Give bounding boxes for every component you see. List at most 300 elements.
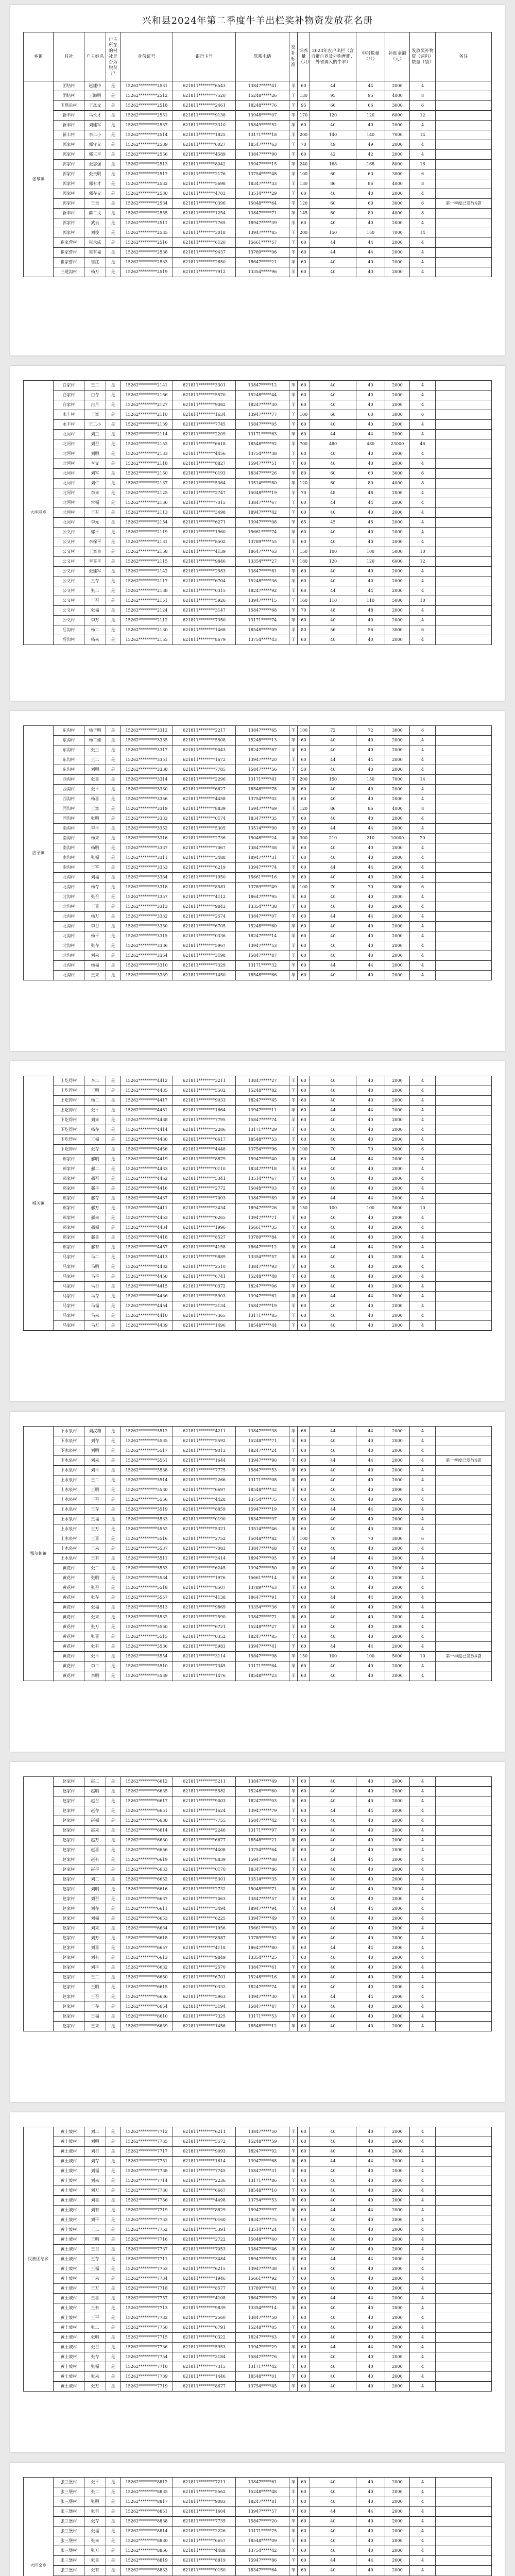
table-cell: 18647*****80 — [236, 1943, 289, 1953]
table-cell: 羊 — [289, 1272, 298, 1282]
table-cell: 4 — [410, 1485, 436, 1495]
table-cell: 羊 — [289, 755, 298, 765]
table-cell: 5000 — [385, 1204, 410, 1213]
document-page — [10, 1061, 505, 1401]
table-cell: 4 — [410, 2536, 436, 2546]
table-cell: 40 — [310, 2478, 356, 2487]
table-cell: 2000 — [385, 1456, 410, 1466]
table-cell: 44 — [310, 238, 356, 248]
table-cell: 刘存 — [84, 2157, 106, 2166]
table-cell: 4 — [410, 2556, 436, 2566]
table-cell — [436, 1184, 492, 1194]
table-cell: 7000 — [385, 775, 410, 785]
table-cell — [436, 1826, 492, 1836]
table-cell — [436, 814, 492, 824]
table-cell: 上水泉村 — [54, 1515, 84, 1524]
table-cell: 15262*********2127 — [121, 400, 173, 410]
table-cell: 13754*****48 — [236, 170, 289, 179]
table-cell — [436, 1777, 492, 1787]
table-cell: 40 — [310, 1446, 356, 1456]
table-cell: 郝存 — [84, 1194, 106, 1204]
table-cell: 40 — [356, 2536, 385, 2546]
table-cell: 是 — [106, 121, 121, 130]
table-cell: 18347*****86 — [236, 1865, 289, 1875]
table-cell: 40 — [310, 2372, 356, 2382]
table-cell: 郝家村 — [54, 1174, 84, 1184]
table-cell — [436, 2517, 492, 2527]
table-cell: 621811********6791 — [173, 2323, 236, 2333]
table-cell: 赵家村 — [54, 1777, 84, 1787]
table-cell: 是 — [106, 1115, 121, 1125]
table-cell: 是 — [106, 248, 121, 258]
table-cell: 郝家村 — [54, 1155, 84, 1164]
table-cell — [436, 2478, 492, 2487]
table-cell: 60 — [298, 2127, 310, 2137]
table-cell: 4 — [410, 2566, 436, 2575]
table-cell: 621811********7775 — [173, 1466, 236, 1476]
table-cell: 黄土坡村 — [54, 2127, 84, 2137]
table-cell: 621811********2286 — [173, 1125, 236, 1135]
table-cell: 羊 — [289, 1992, 298, 2002]
table-cell: 40 — [310, 2166, 356, 2176]
table-cell: 40 — [310, 267, 356, 277]
table-cell: 40 — [356, 2264, 385, 2274]
table-cell: 621811********3114 — [173, 1652, 236, 1662]
table-cell: 15661*****92 — [236, 2274, 289, 2284]
table-cell: 4 — [410, 488, 436, 498]
table-cell: 15262*********4454 — [121, 1301, 173, 1311]
table-cell: 44 — [356, 961, 385, 971]
table-cell: 南沟村 — [54, 824, 84, 834]
table-cell: 15262*********5537 — [121, 1544, 173, 1554]
table-cell: 公义村 — [54, 586, 84, 596]
table-row — [24, 2382, 492, 2392]
table-cell: 44 — [310, 2255, 356, 2264]
table-cell: 4 — [410, 1524, 436, 1534]
table-cell: 是 — [106, 1311, 121, 1321]
table-cell: 15262*********4416 — [121, 1184, 173, 1194]
table-cell: 是 — [106, 1973, 121, 1982]
table-cell: 4 — [410, 2478, 436, 2487]
table-cell: 60 — [298, 912, 310, 922]
table-cell: 2000 — [385, 1115, 410, 1125]
table-cell: 40 — [356, 2274, 385, 2284]
table-cell: 621811********2510 — [173, 1262, 236, 1272]
table-cell: 60 — [298, 420, 310, 430]
table-cell: 6 — [410, 199, 436, 209]
table-cell: 马二 — [84, 1252, 106, 1262]
table-cell: 4 — [410, 755, 436, 765]
table-cell: 70 — [356, 1145, 385, 1155]
table-cell: 是 — [106, 1534, 121, 1544]
table-cell: 郭存义 — [84, 189, 106, 199]
table-cell: 40 — [356, 1076, 385, 1086]
table-cell: 66 — [356, 101, 385, 111]
table-cell: 18647*****91 — [236, 1593, 289, 1603]
table-row — [24, 2166, 492, 2176]
table-cell: 4 — [410, 1495, 436, 1505]
table-cell: 2000 — [385, 1953, 410, 1963]
table-cell: 是 — [106, 596, 121, 606]
table-cell: 44 — [310, 1505, 356, 1515]
table-cell: 15262*********7757 — [121, 2294, 173, 2303]
table-cell: 15262*********2115 — [121, 557, 173, 567]
table-cell: 621811********3310 — [173, 121, 236, 130]
table-cell: 13947*****85 — [236, 228, 289, 238]
table-cell: 40 — [310, 1184, 356, 1194]
table-cell: 40 — [356, 1797, 385, 1806]
table-cell: 是 — [106, 1671, 121, 1681]
table-cell: 15262*********2519 — [121, 267, 173, 277]
table-cell: 60 — [356, 199, 385, 209]
table-cell: 13847*****58 — [236, 843, 289, 853]
table-cell: 赵家村 — [54, 1806, 84, 1816]
table-cell: 2000 — [385, 2382, 410, 2392]
table-cell: 40 — [310, 2215, 356, 2225]
table-cell: 40 — [356, 2186, 385, 2196]
table-cell: 张喜 — [84, 1632, 106, 1642]
table-cell: 15262*********4457 — [121, 1243, 173, 1252]
table-cell: 4 — [410, 2196, 436, 2206]
table-row — [24, 1777, 492, 1787]
table-cell: 4 — [410, 1115, 436, 1125]
table-cell: 马家村 — [54, 1272, 84, 1282]
table-cell: 40 — [356, 1125, 385, 1135]
table-cell: 刘来 — [84, 1115, 106, 1125]
table-cell: 黄花村 — [54, 1564, 84, 1573]
table-cell: 张明 — [84, 2333, 106, 2343]
table-cell: 60 — [298, 400, 310, 410]
table-cell: 13354*****25 — [236, 1953, 289, 1963]
table-cell: 13514*****35 — [236, 1875, 289, 1885]
table-cell: 王来 — [84, 1544, 106, 1554]
table-cell — [436, 1875, 492, 1885]
table-cell: 4 — [410, 1544, 436, 1554]
table-cell: 张三堡村 — [54, 2527, 84, 2536]
table-cell — [436, 1671, 492, 1681]
table-cell: 是 — [106, 2176, 121, 2186]
table-cell: 621811********4428 — [173, 1495, 236, 1505]
table-cell — [436, 726, 492, 736]
table-cell — [436, 469, 492, 479]
table-cell: 郝召 — [84, 1174, 106, 1184]
table-cell: 15262*********6637 — [121, 1894, 173, 1904]
table-cell: 621811********5926 — [173, 596, 236, 606]
table-cell: 羊 — [289, 2527, 298, 2536]
table-cell: 60 — [298, 843, 310, 853]
table-cell: 40 — [310, 1836, 356, 1845]
table-cell: 40 — [356, 1135, 385, 1145]
table-cell: 621811********1825 — [173, 130, 236, 140]
document-page — [10, 2112, 505, 2452]
table-cell: 60 — [298, 1973, 310, 1982]
table-cell: 621811********7795 — [173, 1115, 236, 1125]
table-cell: 40 — [356, 1924, 385, 1934]
table-cell: 新丰村 — [54, 209, 84, 218]
table-cell: 张三堡村 — [54, 2546, 84, 2556]
table-cell: 70 — [310, 1534, 356, 1544]
table-cell: 2000 — [385, 140, 410, 150]
table-cell: 15661*****03 — [236, 1924, 289, 1934]
table-cell: 羊 — [289, 2536, 298, 2546]
table-cell: 刘来 — [84, 1456, 106, 1466]
table-cell: 60 — [298, 2323, 310, 2333]
table-cell: 北河村 — [54, 459, 84, 469]
table-cell: 2000 — [385, 586, 410, 596]
table-cell: 黄土坡村 — [54, 2176, 84, 2186]
table-cell: 6 — [410, 726, 436, 736]
table-row — [24, 1914, 492, 1924]
table-cell — [436, 2497, 492, 2507]
table-cell: 4 — [410, 1515, 436, 1524]
table-cell: 是 — [106, 2206, 121, 2215]
table-cell: 40 — [356, 1583, 385, 1593]
table-cell: 是 — [106, 2235, 121, 2245]
table-row — [24, 101, 492, 111]
table-cell: 40 — [356, 1311, 385, 1321]
table-row — [24, 625, 492, 635]
table-cell: 4 — [410, 1826, 436, 1836]
column-header: 补贴金额（元） — [385, 32, 410, 81]
table-cell: 2000 — [385, 2343, 410, 2352]
table-cell: 40 — [356, 1466, 385, 1476]
table-cell: 40 — [310, 1865, 356, 1875]
table-cell: 44 — [356, 1456, 385, 1466]
table-cell: 15262*********7719 — [121, 2206, 173, 2215]
table-cell: 15262*********2118 — [121, 459, 173, 469]
table-cell — [436, 1252, 492, 1262]
township-cell: 大库联乡 — [24, 381, 54, 645]
table-cell: 下圪得村 — [54, 1135, 84, 1145]
table-cell — [436, 804, 492, 814]
table-cell: 是 — [106, 2517, 121, 2527]
table-cell: 60 — [298, 1845, 310, 1855]
table-cell: 40 — [310, 1321, 356, 1331]
table-cell: 40 — [310, 1845, 356, 1855]
table-cell: 4 — [410, 1243, 436, 1252]
table-cell: 15262*********5534 — [121, 1573, 173, 1583]
table-cell: 44 — [310, 863, 356, 873]
table-cell: 4 — [410, 2546, 436, 2556]
table-cell: 14 — [410, 775, 436, 785]
table-cell: 15849*****52 — [236, 121, 289, 130]
table-cell: 40 — [356, 1476, 385, 1485]
table-cell: 40 — [310, 2137, 356, 2147]
table-cell: 刘召 — [84, 1894, 106, 1904]
table-cell: 羊 — [289, 1593, 298, 1603]
table-cell — [436, 873, 492, 883]
table-cell: 是 — [106, 1476, 121, 1485]
table-cell: 刘明 — [84, 765, 106, 775]
table-cell: 羊 — [289, 606, 298, 616]
table-cell: 621811********2772 — [173, 1184, 236, 1194]
table-cell: 是 — [106, 459, 121, 469]
table-cell: 621811********6120 — [173, 238, 236, 248]
table-cell: 48 — [310, 606, 356, 616]
table-cell: 621811********0336 — [173, 931, 236, 941]
table-cell: 3000 — [385, 469, 410, 479]
table-cell: 13947*****50 — [236, 1564, 289, 1573]
table-cell: 4 — [410, 150, 436, 160]
table-cell: 18947*****31 — [236, 853, 289, 863]
table-cell: 羊 — [289, 111, 298, 121]
table-cell: 羊 — [289, 410, 298, 420]
table-cell: 是 — [106, 785, 121, 794]
table-row — [24, 1806, 492, 1816]
table-cell: 15262*********8812 — [121, 2478, 173, 2487]
table-cell: 60 — [298, 1632, 310, 1642]
table-cell: 马平 — [84, 1272, 106, 1282]
table-cell: 羊 — [289, 2206, 298, 2215]
table-cell — [436, 1505, 492, 1515]
table-cell: 是 — [106, 2382, 121, 2392]
table-cell: 是 — [106, 1885, 121, 1894]
table-cell: 44 — [310, 1106, 356, 1115]
table-cell: 60 — [298, 1836, 310, 1845]
table-cell: 是 — [106, 1223, 121, 1233]
table-cell: 2000 — [385, 1963, 410, 1973]
table-cell: 15262*********6610 — [121, 2012, 173, 2022]
table-cell: 4 — [410, 518, 436, 528]
table-cell: 13171*****97 — [236, 1826, 289, 1836]
table-cell: 4 — [410, 1924, 436, 1934]
table-cell: 是 — [106, 2536, 121, 2546]
table-cell: 4 — [410, 1845, 436, 1855]
table-cell: 60 — [298, 430, 310, 439]
table-cell: 40 — [356, 1865, 385, 1875]
table-cell: 621811********2722 — [173, 2235, 236, 2245]
table-cell: 是 — [106, 1456, 121, 1466]
table-cell: 2000 — [385, 1476, 410, 1485]
table-cell: 40 — [310, 2196, 356, 2206]
table-cell: 是 — [106, 1524, 121, 1534]
table-row — [24, 902, 492, 912]
table-cell — [436, 745, 492, 755]
table-cell: 621811********2236 — [173, 2176, 236, 2186]
table-cell: 是 — [106, 1816, 121, 1826]
table-cell: 621811********4118 — [173, 1943, 236, 1953]
table-cell: 15947*****15 — [236, 160, 289, 170]
table-cell: 621811********4456 — [173, 449, 236, 459]
table-cell: 621811********4211 — [173, 1427, 236, 1436]
table-cell: 60 — [298, 2022, 310, 2031]
table-cell: 13354*****14 — [236, 2303, 289, 2313]
table-cell: 是 — [106, 606, 121, 616]
table-cell: 15262*********7739 — [121, 2372, 173, 2382]
table-cell: 621811********2461 — [173, 101, 236, 111]
table-cell: 40 — [356, 1282, 385, 1292]
table-cell: 羊 — [289, 381, 298, 391]
table-cell: 621811********4458 — [173, 794, 236, 804]
table-cell: 170 — [298, 111, 310, 121]
table-cell — [436, 2022, 492, 2031]
table-cell: 150 — [310, 228, 356, 238]
table-cell: 王召 — [84, 596, 106, 606]
table-cell: 60 — [298, 2362, 310, 2372]
table-row — [24, 794, 492, 804]
table-cell: 是 — [106, 81, 121, 91]
table-cell: 621811********9093 — [173, 2147, 236, 2157]
table-row — [24, 1485, 492, 1495]
table-row — [24, 2206, 492, 2215]
table-cell: 60 — [298, 1992, 310, 2002]
table-cell: 是 — [106, 2022, 121, 2031]
table-cell: 2000 — [385, 2137, 410, 2147]
table-cell: 44 — [356, 1642, 385, 1652]
table-cell: 是 — [106, 2497, 121, 2507]
table-cell: 15262*********2133 — [121, 449, 173, 459]
table-cell: 羊 — [289, 189, 298, 199]
table-cell — [436, 824, 492, 834]
table-cell: 郭家村 — [54, 228, 84, 238]
table-cell: 是 — [106, 2303, 121, 2313]
table-cell: 15262*********3313 — [121, 902, 173, 912]
table-cell: 60 — [298, 2215, 310, 2225]
table-cell: 18647*****79 — [236, 2294, 289, 2303]
table-cell: 40 — [310, 2274, 356, 2284]
table-row — [24, 883, 492, 892]
table-cell: 2000 — [385, 1593, 410, 1603]
table-cell — [436, 439, 492, 449]
table-cell: 羊 — [289, 1427, 298, 1436]
table-cell: 44 — [310, 1194, 356, 1204]
column-header: 备注 — [436, 32, 492, 81]
table-cell: 621811********6705 — [173, 922, 236, 931]
table-cell: 4 — [410, 400, 436, 410]
table-cell: 东沟村 — [54, 736, 84, 745]
table-cell: 4 — [410, 1252, 436, 1262]
table-cell: 15048*****64 — [236, 199, 289, 209]
table-cell: 羊 — [289, 2245, 298, 2255]
table-cell: 621811********3301 — [173, 381, 236, 391]
table-cell: 60 — [298, 2333, 310, 2343]
table-cell: 赵万 — [84, 1836, 106, 1845]
table-cell — [436, 1613, 492, 1622]
table-cell: 羊 — [289, 2556, 298, 2566]
table-cell: 60 — [298, 2566, 310, 2575]
table-cell — [436, 2196, 492, 2206]
table-cell: 3000 — [385, 1534, 410, 1544]
table-cell: 是 — [106, 765, 121, 775]
table-row — [24, 961, 492, 971]
table-cell: 13354*****27 — [236, 557, 289, 567]
table-cell: 40 — [356, 794, 385, 804]
table-cell: 15262*********6618 — [121, 1934, 173, 1943]
table-cell: 赵建中 — [84, 81, 106, 91]
table-cell: 60 — [298, 2517, 310, 2527]
table-cell: 4 — [410, 459, 436, 469]
table-cell: 15262*********8817 — [121, 2497, 173, 2507]
table-row — [24, 606, 492, 616]
table-cell: 15262*********6651 — [121, 1806, 173, 1816]
table-cell: 40 — [310, 2235, 356, 2245]
table-cell: 621811********4703 — [173, 189, 236, 199]
table-cell: 7000 — [385, 130, 410, 140]
table-cell: 60 — [298, 1816, 310, 1826]
table-cell: 60 — [310, 410, 356, 420]
table-cell — [436, 400, 492, 410]
table-cell: 15262*********4419 — [121, 1155, 173, 1164]
table-cell: 羊 — [289, 1904, 298, 1914]
table-cell: 60 — [298, 1642, 310, 1652]
table-cell: 羊 — [289, 2343, 298, 2352]
table-cell: 60 — [298, 1787, 310, 1797]
table-cell: 40 — [310, 391, 356, 400]
table-row — [24, 1885, 492, 1894]
table-cell: 羊 — [289, 267, 298, 277]
table-cell: 羊 — [289, 449, 298, 459]
table-cell: 621811********2732 — [173, 1885, 236, 1894]
